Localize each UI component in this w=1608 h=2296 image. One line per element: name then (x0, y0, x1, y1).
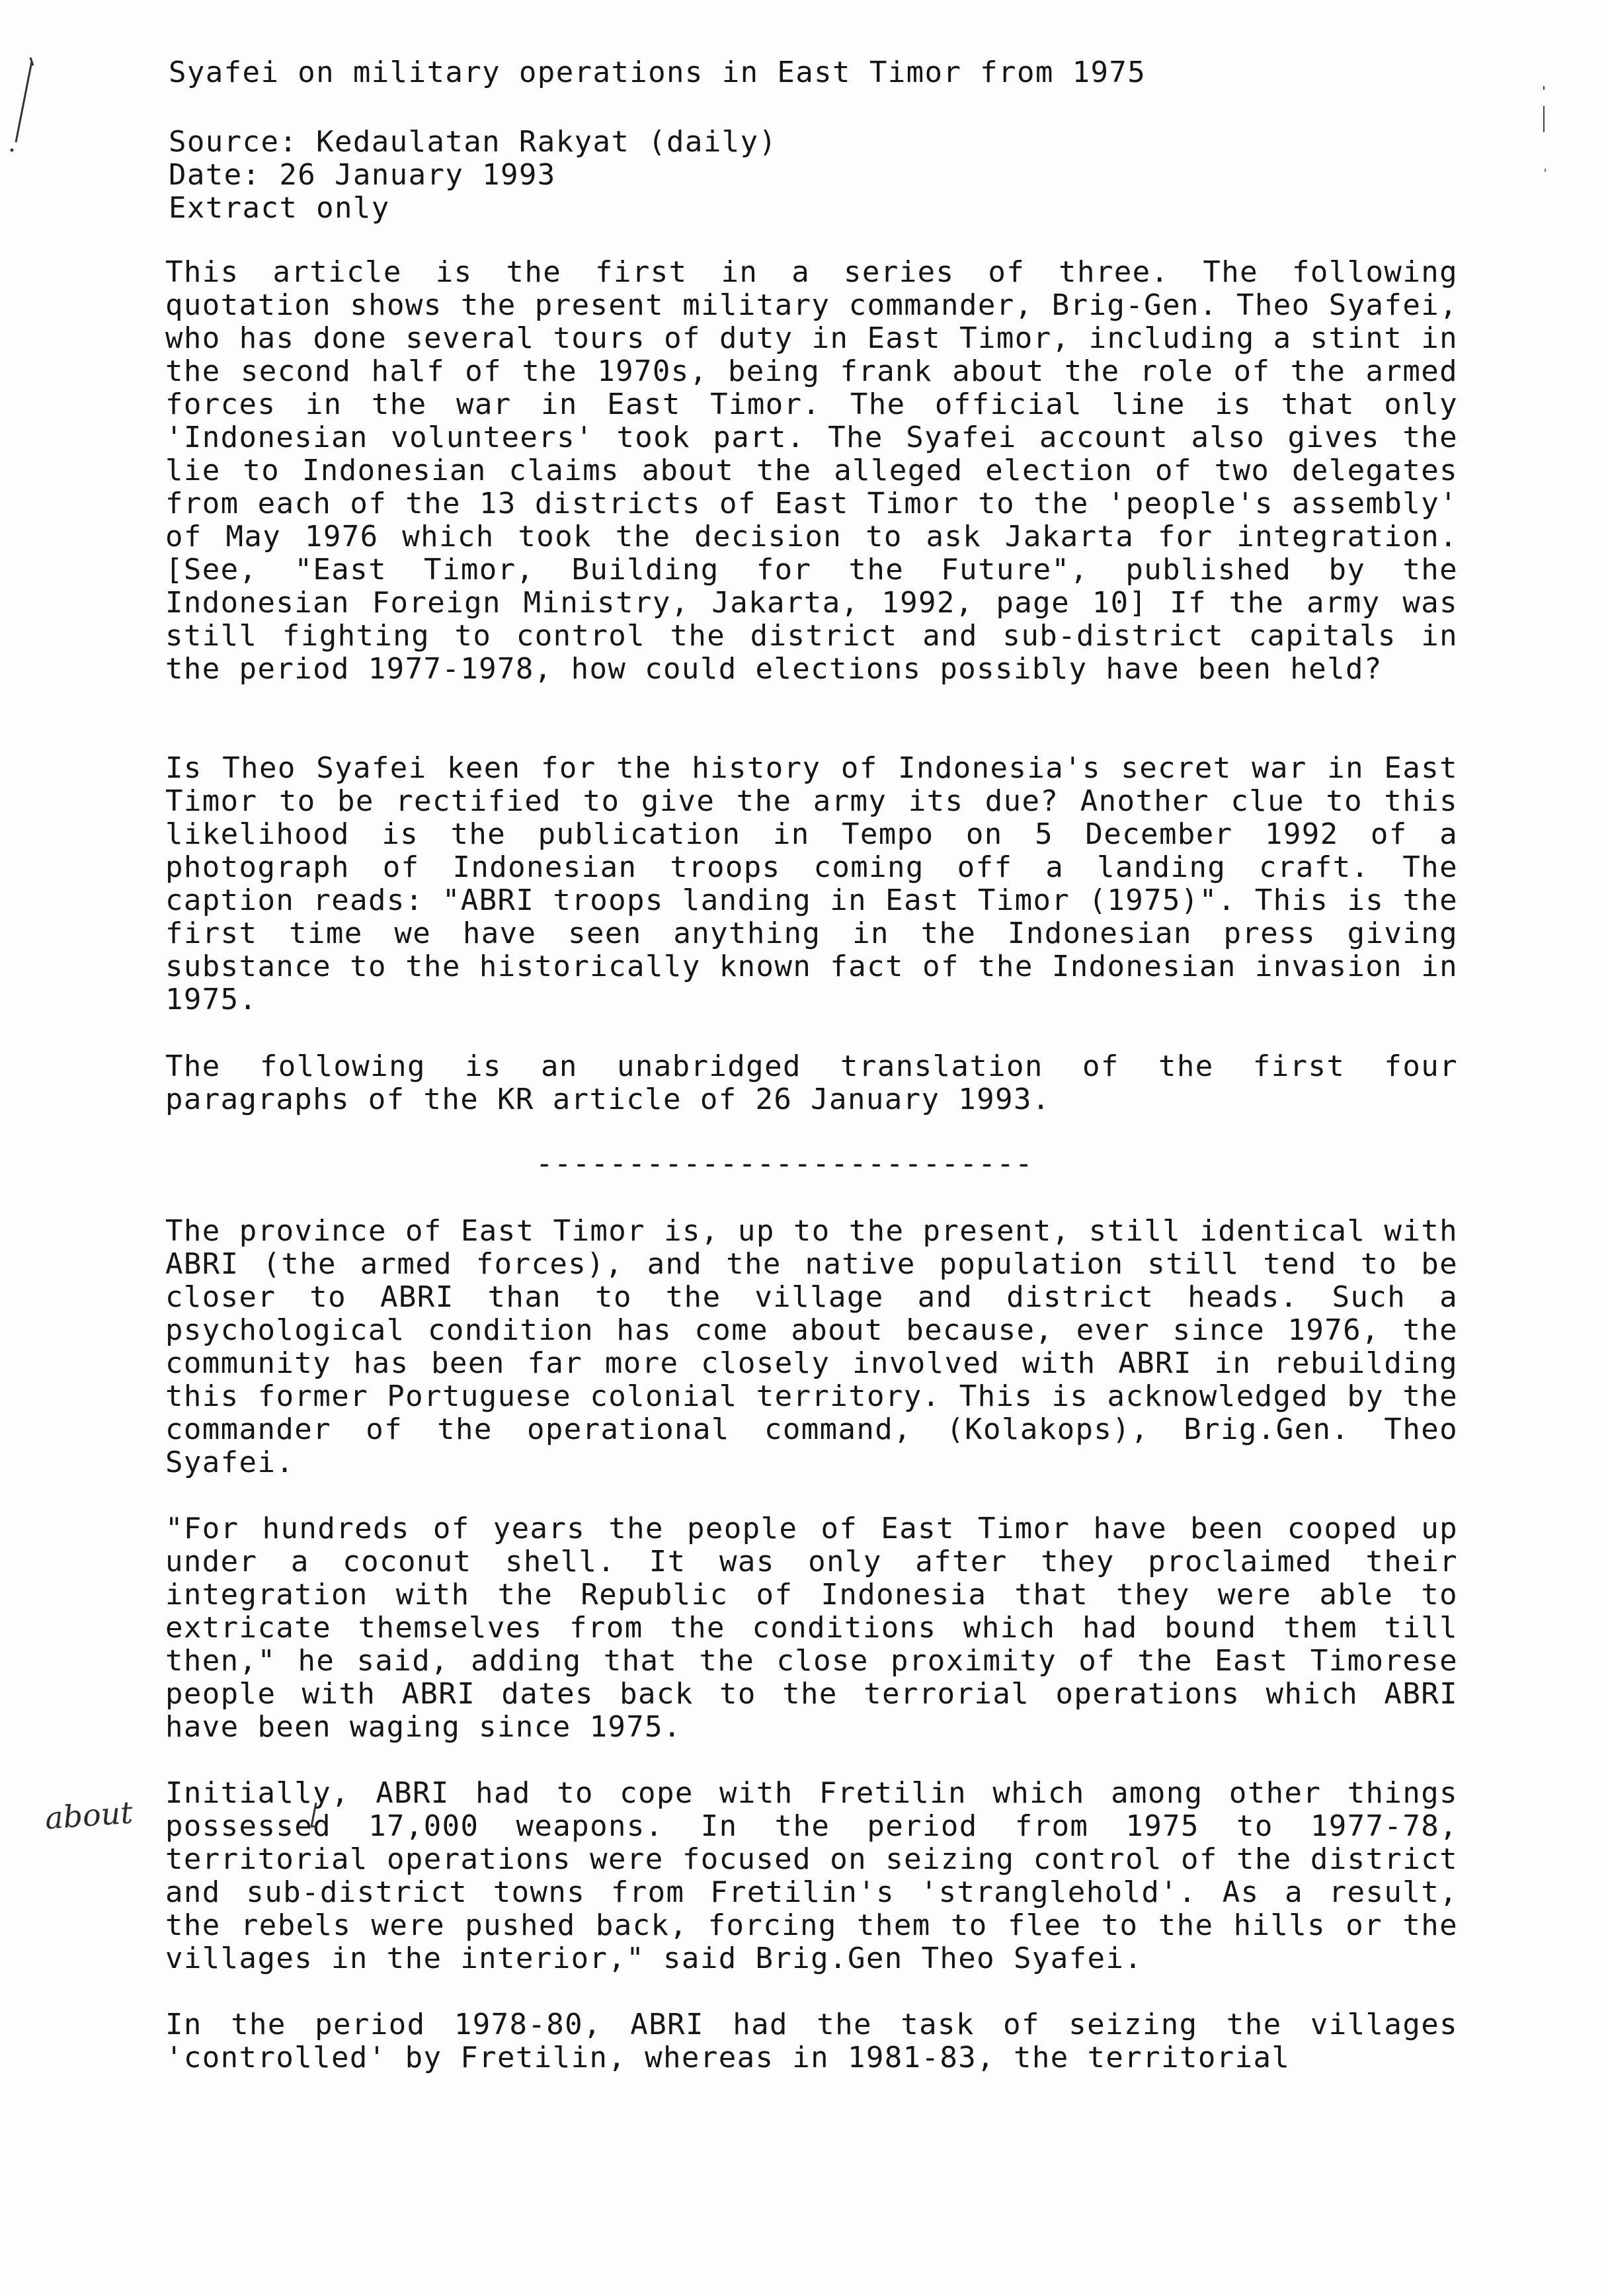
document-title: Syafei on military operations in East Timor from 1975 (169, 56, 1146, 89)
intro-paragraph: This article is the first in a series of three. The following quotation shows the present military commander, Brig-Gen. Theo Syafei, who has done several tours of duty in East Timor, including a stint in the second half of the 1970s, being frank about the role of the armed forces in the war in East Timor. The official line is that only 'Indonesian volunteers' took part. The Syafei account also gives the lie to Indonesian claims about the alleged election of two delegates from each of the 13 districts of East Timor to the 'people's assembly' of May 1976 which took the decision to ask Jakarta for integration. [See, "East Timor, Building for the Future", published by the Indonesian Foreign Ministry, Jakarta, 1992, page 10] If the army was still fighting to control the district and sub-district capitals in the period 1977-1978, how could elections possibly have been held? (165, 255, 1458, 686)
section-separator: --------------------------- (536, 1147, 1034, 1180)
intro-paragraph: The following is an unabridged translation of the first four paragraphs of the KR article of 26 January 1993. (165, 1049, 1458, 1116)
handwritten-insertion-caret (309, 1800, 318, 1832)
handwritten-slash-mark (7, 56, 40, 155)
article-paragraph: "For hundreds of years the people of East Timor have been cooped up under a coconut shell. It was only after they proclaimed their integration with the Republic of Indonesia that they were able to extricate themselves from the conditions which had bound them till then," he said, adding that the close proximity of the East Timorese people with ABRI dates back to the terrorial operations which ABRI have been waging since 1975. (165, 1512, 1458, 1744)
article-paragraph: In the period 1978-80, ABRI had the task of seizing the villages 'controlled' by Fretilin, whereas in 1981-83, the territorial (165, 2008, 1458, 2074)
extract-line: Extract only (169, 191, 390, 225)
article-paragraph: The province of East Timor is, up to the present, still identical with ABRI (the armed forces), and the native population still tend to be closer to ABRI than to the village and district heads. Such a psychological condition has come about because, ever since 1976, the community has been far more closely involved with ABRI in rebuilding this former Portuguese colonial territory. This is acknowledged by the commander of the operational command, (Kolakops), Brig.Gen. Theo Syafei. (165, 1214, 1458, 1479)
source-line: Source: Kedaulatan Rakyat (daily) (169, 125, 778, 159)
article-paragraph: Initially, ABRI had to cope with Fretilin which among other things possessed 17,000 weapons. In the period from 1975 to 1977-78, territorial operations were focused on seizing control of the district and sub-district towns from Fretilin's 'stranglehold'. As a result, the rebels were pushed back, forcing them to flee to the hills or the villages in the interior," said Brig.Gen Theo Syafei. (165, 1776, 1458, 1975)
document-metadata (169, 126, 1160, 225)
intro-paragraph: Is Theo Syafei keen for the history of Indonesia's secret war in East Timor to be rectified to give the army its due? Another clue to this likelihood is the publication in Tempo on 5 December 1992 of a photograph of Indonesian troops coming off a landing craft. The caption reads: "ABRI troops landing in East Timor (1975)". This is the first time we have seen anything in the Indonesian press giving substance to the historically known fact of the Indonesian invasion in 1975. (165, 751, 1458, 1016)
handwritten-margin-note: about (44, 1794, 134, 1836)
date-line: Date: 26 January 1993 (169, 158, 556, 192)
margin-tick-mark (1537, 79, 1550, 179)
